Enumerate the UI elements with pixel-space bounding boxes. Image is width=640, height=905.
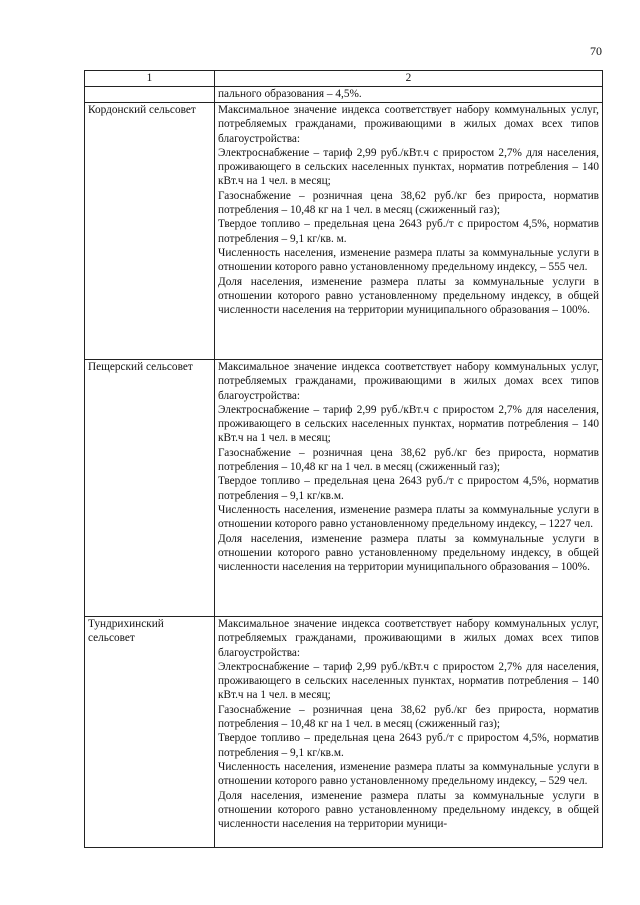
description-paragraph: Доля населения, изменение размера платы за коммунальные услуги в отношении которого равно установленному предельному индексу, в общей численности населения на территории муниципального образования – 100%. (218, 275, 599, 317)
description-paragraph: Электроснабжение – тариф 2,99 руб./кВт.ч с приростом 2,7% для населения, проживающего в сельских населенных пунктах, норматив потребления – 140 кВт.ч на 1 чел. в месяц; (218, 660, 599, 702)
column-header-2: 2 (215, 71, 603, 87)
municipality-name: Кордонский сельсовет (85, 103, 215, 360)
description-paragraph: Доля населения, изменение размера платы за коммунальные услуги в отношении которого равно установленному предельному индексу, в общей численности населения на территории муници- (218, 789, 599, 831)
table-row (85, 87, 603, 103)
index-description (215, 87, 603, 103)
description-paragraph: Доля населения, изменение размера платы за коммунальные услуги в отношении которого равно установленному предельному индексу, в общей численности населения на территории муниципального образования – 100%. (218, 532, 599, 574)
description-paragraph: Численность населения, изменение размера платы за коммунальные услуги в отношении которого равно установленному предельному индексу, – 1227 чел. (218, 503, 599, 531)
index-description (215, 103, 603, 360)
index-description (215, 617, 603, 848)
municipal-index-table (84, 70, 603, 848)
description-paragraph: Газоснабжение – розничная цена 38,62 руб./кг без прироста, норматив потребления – 10,48 кг на 1 чел. в месяц (сжиженный газ); (218, 189, 599, 217)
municipality-name: Пещерский сельсовет (85, 360, 215, 617)
description-paragraph: Численность населения, изменение размера платы за коммунальные услуги в отношении которого равно установленному предельному индексу, – 555 чел. (218, 246, 599, 274)
description-paragraph: пального образования – 4,5%. (218, 88, 362, 100)
table-row (85, 617, 603, 848)
description-paragraph: Численность населения, изменение размера платы за коммунальные услуги в отношении которого равно установленному предельному индексу, – 529 чел. (218, 760, 599, 788)
table-row (85, 103, 603, 360)
table-header-row (85, 71, 603, 87)
description-paragraph: Твердое топливо – предельная цена 2643 руб./т с приростом 4,5%, норматив потребления – 9,1 кг/кв. м. (218, 218, 599, 245)
description-paragraph: Электроснабжение – тариф 2,99 руб./кВт.ч с приростом 2,7% для населения, проживающего в сельских населенных пунктах, норматив потребления – 140 кВт.ч на 1 чел. в месяц; (218, 146, 599, 188)
municipality-name (85, 87, 215, 103)
index-description (215, 360, 603, 617)
table-row (85, 360, 603, 617)
description-paragraph: Газоснабжение – розничная цена 38,62 руб./кг без прироста, норматив потребления – 10,48 кг на 1 чел. в месяц (сжиженный газ); (218, 703, 599, 731)
column-header-1: 1 (85, 71, 215, 87)
description-paragraph: Электроснабжение – тариф 2,99 руб./кВт.ч с приростом 2,7% для населения, проживающего в сельских населенных пунктах, норматив потребления – 140 кВт.ч на 1 чел. в месяц; (218, 403, 599, 445)
page-number: 70 (590, 44, 602, 58)
description-paragraph: Максимальное значение индекса соответствует набору коммунальных услуг, потребляемых гражданами, проживающими в жилых домах всех типов благоустройства: (218, 361, 599, 402)
description-paragraph: Максимальное значение индекса соответствует набору коммунальных услуг, потребляемых гражданами, проживающими в жилых домах всех типов благоустройства: (218, 618, 599, 659)
municipality-name: Тундрихинский сельсовет (85, 617, 215, 848)
description-paragraph: Твердое топливо – предельная цена 2643 руб./т с приростом 4,5%, норматив потребления – 9,1 кг/кв.м. (218, 475, 599, 502)
description-paragraph: Твердое топливо – предельная цена 2643 руб./т с приростом 4,5%, норматив потребления – 9,1 кг/кв.м. (218, 732, 599, 759)
description-paragraph: Максимальное значение индекса соответствует набору коммунальных услуг, потребляемых гражданами, проживающими в жилых домах всех типов благоустройства: (218, 104, 599, 145)
description-paragraph: Газоснабжение – розничная цена 38,62 руб./кг без прироста, норматив потребления – 10,48 кг на 1 чел. в месяц (сжиженный газ); (218, 446, 599, 474)
